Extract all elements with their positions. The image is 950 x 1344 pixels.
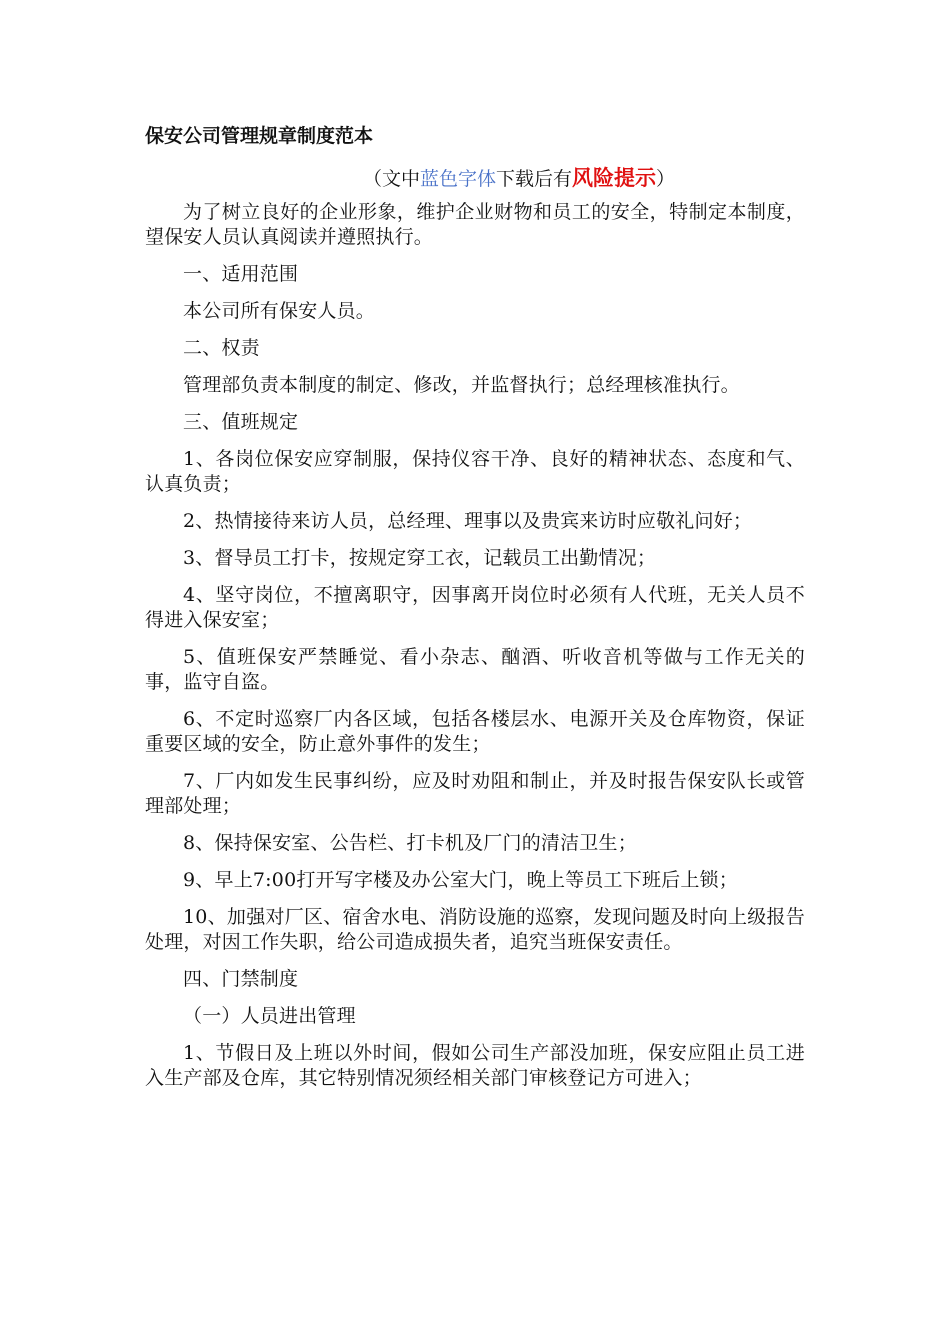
duty-item-5: 5、值班保安严禁睡觉、看小杂志、酗酒、听收音机等做与工作无关的事，监守自盗。 — [145, 646, 805, 693]
duty-item-7: 7、厂内如发生民事纠纷，应及时劝阻和制止，并及时报告保安队长或管理部处理； — [145, 770, 805, 817]
document-subtitle — [145, 164, 805, 192]
duty-item-8: 8、保持保安室、公告栏、打卡机及厂门的清洁卫生； — [183, 832, 637, 854]
section-heading-scope: 一、适用范围 — [183, 263, 299, 285]
section-heading-access-control: 四、门禁制度 — [183, 968, 299, 990]
duty-item-6: 6、不定时巡察厂内各区域，包括各楼层水、电源开关及仓库物资，保证重要区域的安全，防止意外事件的发生； — [145, 708, 805, 755]
section-heading-responsibility: 二、权责 — [183, 337, 260, 359]
section-heading-duty: 三、值班规定 — [183, 411, 299, 433]
subtitle-risk-warning: 风险提示 — [571, 165, 656, 190]
duty-item-4: 4、坚守岗位，不擅离职守，因事离开岗位时必须有人代班，无关人员不得进入保安室； — [145, 584, 805, 631]
subtitle-middle: 下载后有 — [495, 168, 572, 190]
subtitle-close: ） — [655, 168, 675, 190]
paragraph-scope: 本公司所有保安人员。 — [183, 300, 376, 322]
duty-item-10: 10、加强对厂区、宿舍水电、消防设施的巡察，发现问题及时向上级报告处理，对因工作失职，给公司造成损失者，追究当班保安责任。 — [145, 906, 805, 953]
duty-item-9: 9、早上7:00打开写字楼及办公室大门，晚上等员工下班后上锁； — [183, 869, 738, 891]
subtitle-open: （文中 — [362, 168, 420, 190]
duty-item-1: 1、各岗位保安应穿制服，保持仪容干净、良好的精神状态、态度和气、认真负责； — [145, 448, 805, 495]
intro-paragraph: 为了树立良好的企业形象，维护企业财物和员工的安全，特制定本制度，望保安人员认真阅读并遵照执行。 — [145, 201, 805, 248]
paragraph-responsibility: 管理部负责本制度的制定、修改，并监督执行；总经理核准执行。 — [183, 374, 740, 396]
duty-item-2: 2、热情接待来访人员，总经理、理事以及贵宾来访时应敬礼问好； — [183, 510, 753, 532]
subsection-heading-personnel: （一）人员进出管理 — [183, 1005, 356, 1027]
subtitle-blue-text: 蓝色字体 — [419, 168, 496, 190]
duty-item-3: 3、督导员工打卡，按规定穿工衣，记载员工出勤情况； — [183, 547, 657, 569]
access-item-1: 1、节假日及上班以外时间，假如公司生产部没加班，保安应阻止员工进入生产部及仓库，其它特别情况须经相关部门审核登记方可进入； — [145, 1042, 805, 1089]
document-page — [145, 122, 805, 1091]
document-title: 保安公司管理规章制度范本 — [145, 125, 374, 147]
